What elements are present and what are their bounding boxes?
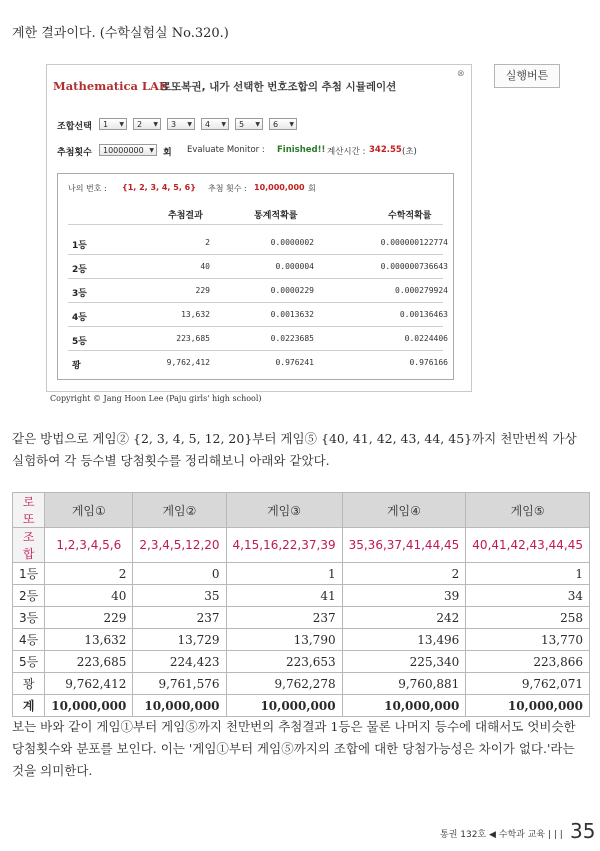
table-cell: 223,866 — [466, 651, 590, 673]
table-cell: 13,770 — [466, 629, 590, 651]
chevron-down-icon: ▼ — [119, 121, 124, 128]
inner-row-divider — [68, 302, 443, 303]
draw-count-label: 추첨 횟수 : — [208, 184, 247, 193]
inner-header-result: 추첨결과 — [168, 211, 203, 221]
combo-select-2-value: 2 — [137, 120, 143, 129]
combo-select-3[interactable] — [167, 118, 195, 130]
inner-math: 0.976166 — [409, 358, 448, 367]
table-cell: 1 — [466, 563, 590, 585]
inner-rank: 1등 — [72, 241, 87, 251]
table-cell: 242 — [342, 607, 466, 629]
table-cell: 34 — [466, 585, 590, 607]
table-row-label: 5등 — [13, 651, 45, 673]
combo-select-5[interactable] — [235, 118, 263, 130]
inner-math: 0.000000736643 — [380, 262, 448, 271]
inner-rank: 3등 — [72, 289, 87, 299]
table-cell: 9,762,071 — [466, 673, 590, 695]
inner-rank: 5등 — [72, 337, 87, 347]
table-cell: 10,000,000 — [45, 695, 133, 717]
close-icon[interactable]: ⊗ — [457, 69, 465, 79]
table-cell: 9,761,576 — [133, 673, 226, 695]
table-cell: 2 — [342, 563, 466, 585]
panel-subtitle: 로또복권, 내가 선택한 번호조합의 추첨 시뮬레이션 — [161, 81, 397, 93]
combo-select-2[interactable] — [133, 118, 161, 130]
chevron-down-icon: ▼ — [255, 121, 260, 128]
combo-select-4-value: 4 — [205, 120, 211, 129]
table-cell: 13,632 — [45, 629, 133, 651]
table-cell: 1 — [226, 563, 342, 585]
table-cell: 40 — [45, 585, 133, 607]
table-cell: 10,000,000 — [342, 695, 466, 717]
table-cell: 39 — [342, 585, 466, 607]
chevron-down-icon: ▼ — [149, 147, 154, 154]
table-cell: 13,729 — [133, 629, 226, 651]
time-unit: (초) — [402, 147, 417, 157]
inner-row-divider — [68, 254, 443, 255]
combo-select-5-value: 5 — [239, 120, 245, 129]
combo-select-1[interactable] — [99, 118, 127, 130]
table-row-label: 3등 — [13, 607, 45, 629]
table-combo-cell: 35,36,37,41,44,45 — [342, 528, 466, 563]
my-numbers-value: {1, 2, 3, 4, 5, 6} — [122, 183, 196, 192]
paragraph-1: 같은 방법으로 게임② {2, 3, 4, 5, 12, 20}부터 게임⑤ {40, 41, 42, 43, 44, 45}까지 천만번씩 가상 실험하여 각 등수별 당첨횟수를 정리해보니 아래와 같았다. — [12, 431, 577, 468]
time-value: 342.55 — [369, 145, 402, 155]
inner-row-divider — [68, 326, 443, 327]
table-cell: 9,762,278 — [226, 673, 342, 695]
table-cell: 9,762,412 — [45, 673, 133, 695]
draws-select[interactable] — [99, 144, 157, 156]
table-combo-cell: 40,41,42,43,44,45 — [466, 528, 590, 563]
inner-rank: 4등 — [72, 313, 87, 323]
inner-math: 0.00136463 — [399, 310, 448, 319]
inner-result: 9,762,412 — [166, 358, 210, 367]
table-cell: 0 — [133, 563, 226, 585]
table-cell: 13,790 — [226, 629, 342, 651]
inner-math: 0.000000122774 — [380, 238, 448, 247]
chevron-down-icon: ▼ — [153, 121, 158, 128]
table-combo-row — [13, 528, 590, 563]
result-box — [57, 173, 454, 380]
table-cell: 10,000,000 — [133, 695, 226, 717]
inner-stat: 0.000004 — [275, 262, 314, 271]
table-header-game: 게임④ — [342, 493, 466, 528]
my-numbers-label: 나의 번호 : — [68, 184, 107, 193]
table-cell: 41 — [226, 585, 342, 607]
draws-select-value: 10000000 — [103, 146, 144, 155]
copyright-text: Copyright © Jang Hoon Lee (Paju girls' high school) — [50, 394, 262, 403]
table-corner-label: 로또 — [13, 493, 45, 528]
table-cell: 13,496 — [342, 629, 466, 651]
table-cell: 9,760,881 — [342, 673, 466, 695]
combo-select-6-value: 6 — [273, 120, 279, 129]
table-cell: 35 — [133, 585, 226, 607]
table-row-label: 꽝 — [13, 673, 45, 695]
table-row — [13, 563, 590, 585]
inner-math: 0.000279924 — [395, 286, 448, 295]
draw-count-unit: 회 — [308, 184, 316, 193]
inner-stat: 0.0013632 — [270, 310, 314, 319]
inner-stat: 0.0000229 — [270, 286, 314, 295]
combo-select-3-value: 3 — [171, 120, 177, 129]
chevron-down-icon: ▼ — [221, 121, 226, 128]
intro-line: 계한 결과이다. (수학실험실 No.320.) — [12, 26, 229, 41]
table-row — [13, 651, 590, 673]
combo-select-label: 조합선택 — [57, 122, 92, 132]
draw-count-value: 10,000,000 — [254, 183, 305, 192]
table-cell: 10,000,000 — [466, 695, 590, 717]
table-cell: 258 — [466, 607, 590, 629]
table-header-game: 게임① — [45, 493, 133, 528]
page-number: 35 — [570, 819, 596, 843]
inner-rank: 2등 — [72, 265, 87, 275]
inner-header-divider — [68, 224, 443, 225]
panel-title: Mathematica LAB — [53, 79, 169, 93]
table-cell: 237 — [133, 607, 226, 629]
inner-stat: 0.0000002 — [270, 238, 314, 247]
table-row-label: 계 — [13, 695, 45, 717]
draws-label: 추첨횟수 — [57, 148, 92, 158]
table-cell: 237 — [226, 607, 342, 629]
chevron-down-icon: ▼ — [289, 121, 294, 128]
table-cell: 2 — [45, 563, 133, 585]
table-combo-cell: 4,15,16,22,37,39 — [226, 528, 342, 563]
table-total-row — [13, 695, 590, 717]
inner-result: 2 — [205, 238, 210, 247]
inner-math: 0.0224406 — [404, 334, 448, 343]
table-cell: 225,340 — [342, 651, 466, 673]
table-row — [13, 673, 590, 695]
combo-select-1-value: 1 — [103, 120, 109, 129]
results-table — [12, 492, 590, 717]
paragraph-2: 보는 바와 같이 게임①부터 게임⑤까지 천만번의 추첨결과 1등은 물론 나머지 등수에 대해서도 엇비슷한 당첨횟수와 분포를 보인다. 이는 '게임①부터 게임⑤까지의 조합에 대한 당첨가능성은 차이가 없다.'라는 것을 의미한다. — [12, 719, 576, 778]
table-cell: 224,423 — [133, 651, 226, 673]
inner-result: 40 — [200, 262, 210, 271]
inner-row-divider — [68, 350, 443, 351]
table-row-label: 2등 — [13, 585, 45, 607]
run-button[interactable]: 실행버튼 — [494, 64, 560, 88]
combo-select-4[interactable] — [201, 118, 229, 130]
time-label: 계산시간 : — [327, 147, 366, 157]
footer-issue: 통권 132호 ◀ 수학과 교육 | | | — [440, 830, 563, 840]
monitor-label: Evaluate Monitor : — [187, 145, 265, 155]
inner-stat: 0.0223685 — [270, 334, 314, 343]
inner-result: 223,685 — [176, 334, 210, 343]
table-row-label: 4등 — [13, 629, 45, 651]
inner-header-math: 수학적확률 — [388, 211, 432, 221]
table-header-game: 게임⑤ — [466, 493, 590, 528]
table-cell: 229 — [45, 607, 133, 629]
inner-row-divider — [68, 278, 443, 279]
table-combo-label: 조합 — [13, 528, 45, 563]
chevron-down-icon: ▼ — [187, 121, 192, 128]
inner-stat: 0.976241 — [275, 358, 314, 367]
monitor-status: Finished!! — [277, 145, 326, 155]
table-cell: 10,000,000 — [226, 695, 342, 717]
mathematica-panel — [46, 64, 472, 392]
inner-rank: 꽝 — [72, 361, 81, 371]
draws-unit: 회 — [163, 148, 172, 158]
table-row — [13, 607, 590, 629]
table-row-label: 1등 — [13, 563, 45, 585]
table-cell: 223,685 — [45, 651, 133, 673]
table-combo-cell: 2,3,4,5,12,20 — [133, 528, 226, 563]
table-row — [13, 629, 590, 651]
combo-select-6[interactable] — [269, 118, 297, 130]
table-row — [13, 585, 590, 607]
inner-result: 229 — [195, 286, 210, 295]
table-cell: 223,653 — [226, 651, 342, 673]
table-header-game: 게임③ — [226, 493, 342, 528]
inner-result: 13,632 — [181, 310, 210, 319]
table-header-game: 게임② — [133, 493, 226, 528]
table-combo-cell: 1,2,3,4,5,6 — [45, 528, 133, 563]
table-header-row — [13, 493, 590, 528]
inner-header-stat: 통계적확률 — [254, 211, 298, 221]
